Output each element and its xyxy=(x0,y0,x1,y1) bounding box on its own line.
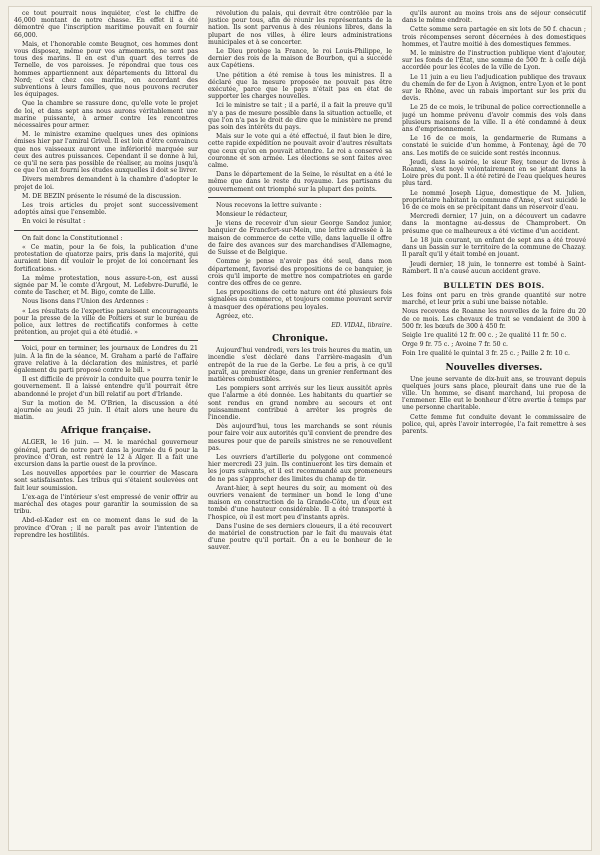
divider xyxy=(14,340,198,341)
paragraph: « Ce matin, pour la 6e fois, la publication d'une protestation de quatorze pairs, pris dans la majorité, qui auraient bien dit vouloir le projet de loi concernant les fortifications. » xyxy=(14,243,198,273)
paragraph: L'ex-aga de l'intérieur s'est empressé de venir offrir au maréchal des otages pour garantir la soumission de sa tribu. xyxy=(14,493,198,516)
paragraph: Aujourd'hui vendredi, vers les trois heures du matin, un incendie s'est déclaré dans l'arrière-magasin d'un entrepôt de la rue de la Gerbe. Le feu a pris, à ce qu'il paraît, au premier étage, dans un grenier renfermant des matières combustibles. xyxy=(208,347,392,383)
paragraph: M. le ministre examine quelques unes des opinions émises hier par l'amiral Grivel. Il est loin d'être convaincu que nos vaisseaux auront une infériorité marquée sur ceux des autres puissances. Cependant il se donne à lui, ce qu'il ne sera pas possible de réaliser, au moins jusqu'à ce que l'on ait fourni les études auxquelles il doit se livrer. xyxy=(14,131,198,175)
paragraph: ce tout pourrait nous inquiéter, c'est le chiffre de 46,000 montant de notre chasse. En effet il a été démontré que l'inscription maritime pouvait en fournir 66,000. xyxy=(14,10,198,39)
paragraph: Abd-el-Kader est en ce moment dans le sud de la province d'Oran ; il ne paraît pas avoir l'intention de reprendre les hostilités. xyxy=(14,517,198,539)
paragraph: Cette somme sera partagée en six lots de 50 f. chacun ; trois récompenses seront décernées à des domestiques hommes, et l'autre moitié à des domestiques femmes. xyxy=(402,26,586,48)
paragraph: Mais sur le vote qui a été effectué, il faut bien le dire, cette rapide expédition ne pouvait avoir d'autres résultats que ceux qu'on en pouvait attendre. Le roi a conservé sa couronne et son armée. Les élections se sont faites avec calme. xyxy=(208,133,392,170)
paragraph: révolution du palais, qui devrait être contrôlée par la justice pour tous, afin de réunir les représentants de la nation. Ils sont parvenus à des réunions libres, dans la plupart de nos villes, à élire leurs administrations municipales et à se concerter. xyxy=(208,10,392,46)
divider xyxy=(14,230,198,231)
signature: ED. VIDAL, libraire. xyxy=(331,321,392,329)
section-title-nouvelles: Nouvelles diverses. xyxy=(445,362,543,373)
market-bulletin xyxy=(402,292,586,358)
paragraph: Ici le ministre se tait ; il a parlé, il a fait la preuve qu'il n'y a pas de mesure possible dans la situation actuelle, et que l'on n'a pas le droit de dire que le ministère ne prend pas soin des intérêts du pays. xyxy=(208,102,392,132)
paragraph: Les ouvriers d'artillerie du polygone ont commencé hier mercredi 23 juin. Ils continueront les tirs demain et les jours suivants, et il est recommandé aux promeneurs de ne pas s'approcher des limites du champ de tir. xyxy=(208,453,392,483)
paragraph: En voici le résultat : xyxy=(22,218,86,226)
paragraph: Nous recevons la lettre suivante : xyxy=(216,201,322,209)
paragraph: Voici, pour en terminer, les journaux de Londres du 21 juin. À la fin de la séance, M. Graham a parlé de l'affaire grave relative à la déclaration des ministres, et parlé également du parti proposé contre le bill. » xyxy=(14,345,198,374)
paragraph: Cette femme fut conduite devant le commissaire de police, qui, après l'avoir interrogée, l'a fait remettre à ses parents. xyxy=(402,413,586,435)
paragraph: qu'ils auront au moins trois ans de séjour consécutif dans le même endroit. xyxy=(402,10,586,25)
paragraph: La même protestation, nous assure-t-on, est aussi signée par M. le comte d'Argout, M. Lefebvre-Duruflé, le comte de Tascher, et M. Bigo, comte de Lille. xyxy=(14,274,198,297)
paragraph: Seigle 1re qualité 12 fr. 00 c. ; 2e qualité 11 fr. 50 c. xyxy=(402,331,567,339)
paragraph: Avant-hier, à sept heures du soir, au moment où des ouvriers venaient de terminer un bond le long d'une maison en construction de la Grande-Côte, un d'eux est tombé d'une hauteur considérable. Il a été transporté à l'hospice, où il est mort peu d'instants après. xyxy=(208,484,392,521)
section-title-afrique: Afrique française. xyxy=(60,426,152,437)
paragraph: Divers membres demandent à la chambre d'adopter le projet de loi. xyxy=(14,176,198,191)
paragraph: Que la chambre se rassure donc, qu'elle vote le projet de loi, et dans sept ans nous aurons véritablement une marine puissante, à armer contre les rencontres nécessaires pour armer. xyxy=(14,100,198,130)
paragraph: Les foins ont paru en très grande quantité sur notre marché, et leur prix a subi une baisse notable. xyxy=(402,291,586,307)
paragraph: Une jeune servante de dix-huit ans, se trouvant depuis quelques jours sans place, pleurait dans une rue de la ville. Un homme, se disant marchand, lui proposa de l'emmener. Elle eut le bonheur d'être avertie à temps par une personne charitable. xyxy=(402,375,586,412)
paragraph: Nous recevons de Roanne les nouvelles de la foire du 20 de ce mois. Les chevaux de trait se vendaient de 300 à 500 fr. les bœufs de 300 à 450 fr. xyxy=(402,308,586,330)
paragraph: Jeudi, dans la soirée, le sieur Rey, teneur de livres à Roanne, s'est noyé volontairement en se jetant dans la Loire près du pont. Il a été retiré de l'eau quelques heures plus tard. xyxy=(402,158,586,188)
paragraph: Les trois articles du projet sont successivement adoptés ainsi que l'ensemble. xyxy=(14,202,198,217)
paragraph: Sur la motion de M. O'Brien, la discussion a été ajournée au jeudi 25 juin. Il était alors une heure du matin. xyxy=(14,399,198,422)
paragraph: Mais, et l'honorable comte Beugnot, ces hommes dont vous disposez, même pour vos armements, ne sont pas tous des marins. Il en est d'un quart des terres de Ternelle, de vos paroisses. Je répondrai que tous ces hommes appartiennent aux départements du littoral du Nord; c'est chez ces marins, en accordant des subventions à leurs familles, que nous pouvons recruter les équipages. xyxy=(14,40,198,99)
paragraph: Le 25 de ce mois, le tribunal de police correctionnelle a jugé un homme prévenu d'avoir commis des vols dans plusieurs maisons de la ville. Il a été condamné à deux ans d'emprisonnement. xyxy=(402,104,586,134)
paragraph: Dans l'usine de ses derniers cloueurs, il a été recouvert de matériel de construction par le fait du mauvais état d'une poutre qu'il portait. On a eu le bonheur de le sauver. xyxy=(208,522,392,552)
paragraph: Le Dieu protège la France, le roi Louis-Philippe, le dernier des rois de la maison de Bourbon, qui a succédé aux Capétiens. xyxy=(208,48,392,70)
paragraph: On fait donc la Constitutionnel : xyxy=(22,234,123,242)
paragraph: Jeudi dernier, 18 juin, le tonnerre est tombé à Saint-Rambert. Il n'a causé aucun accident grave. xyxy=(402,260,586,275)
paragraph: Le 16 de ce mois, la gendarmerie de Rumans a constaté le suicide d'un homme, à Fontenay, âgé de 70 ans. Les motifs de ce suicide sont restés inconnus. xyxy=(402,135,586,157)
column-middle xyxy=(208,10,392,847)
paragraph: Une pétition a été remise à tous les ministres. Il a déclaré que la mesure proposée ne pouvait pas être exécutée, parce que le pays n'était pas en état de supporter les charges nouvelles. xyxy=(208,71,392,101)
paragraph: Nous lisons dans l'Union des Ardennes : xyxy=(22,298,149,306)
paragraph: Le nommé Joseph Ligue, domestique de M. Julien, propriétaire habitant la commune d'Anse, s'est suicidé le 16 de ce mois en se précipitant dans un réservoir d'eau. xyxy=(402,189,586,212)
newspaper-page xyxy=(8,6,592,851)
paragraph: Il est difficile de prévoir la conduite que pourra tenir le gouvernement. Il a laissé entendre qu'il pourrait être abandonné le projet d'un bill relatif au port d'Irlande. xyxy=(14,376,198,398)
paragraph: ALGER, le 16 juin. — M. le maréchal gouverneur général, parti de notre part dans la journée du 6 pour la province d'Oran, est rentré le 12 à Alger. Il a fait une excursion dans la partie ouest de la province. xyxy=(14,439,198,468)
paragraph: M. DE BEZIN présente le résumé de la discussion. xyxy=(22,192,182,200)
paragraph: Dans le département de la Seine, le résultat en a été le même que dans le reste du royaume. Les partisans du gouvernement ont triomphé sur la plupart des points. xyxy=(208,171,392,193)
paragraph: Agréez, etc. xyxy=(216,312,254,320)
divider xyxy=(208,197,392,198)
paragraph: Orge 9 fr. 75 c. ; Avoine 7 fr. 50 c. xyxy=(402,341,509,349)
paragraph: Je viens de recevoir d'un sieur George Sandoz junior, banquier de Francfort-sur-Mein, une lettre adressée à la maison de commerce de cette ville, dans laquelle il offre de faire des avances sur des marchandises d'Allemagne, de Suisse et de Belgique. xyxy=(208,220,392,257)
paragraph: Le 11 juin a eu lieu l'adjudication publique des travaux du chemin de fer de Lyon à Avignon, entre Lyon et le pont sur le Rhône, avec un rabais important sur les prix du devis. xyxy=(402,73,586,103)
paragraph: Mercredi dernier, 17 juin, on a découvert un cadavre dans la montagne au-dessus de Champrobert. On présume que ce malheureux a été victime d'un accident. xyxy=(402,213,586,235)
paragraph: Foin 1re qualité le quintal 3 fr. 25 c. ; Paille 2 fr. 10 c. xyxy=(402,350,570,358)
section-title-chronique: Chronique. xyxy=(271,334,329,345)
section-title-bulletin: BULLETIN DES BOIS. xyxy=(443,280,545,290)
paragraph: Les propositions de cette nature ont été plusieurs fois signalées au commerce, et toujours comme pouvant servir à masquer des opérations peu loyales. xyxy=(208,289,392,311)
paragraph: Comme je pense n'avoir pas été seul, dans mon département, favorisé des propositions de ce banquier, je crois qu'il importe de mettre nos compatriotes en garde contre des offres de ce genre. xyxy=(208,258,392,287)
paragraph: Monsieur le rédacteur, xyxy=(216,211,288,219)
paragraph: Le 18 juin courant, un enfant de sept ans a été trouvé dans un bassin sur le territoire de la commune de Chazay. Il paraît qu'il y était tombé en jouant. xyxy=(402,236,586,259)
paragraph: Dès aujourd'hui, tous les marchands se sont réunis pour faire voir aux autorités qu'il convient de prendre des mesures pour que de pareils sinistres ne se renouvellent pas. xyxy=(208,423,392,452)
column-right xyxy=(402,10,586,847)
paragraph: « Les résultats de l'expertise paraissent encourageants pour la presse de la ville de Poitiers et sur le bureau de police, aux lettres de rectificatifs conformes à cette prétention, au projet qui a été étudié. » xyxy=(14,307,198,337)
paragraph: Les pompiers sont arrivés sur les lieux aussitôt après que l'alarme a été donnée. Les habitants du quartier se sont rendus en grand nombre au secours et ont puissamment contribué à arrêter les progrès de l'incendie. xyxy=(208,385,392,421)
paragraph: Les nouvelles apportées par le courrier de Mascara sont satisfaisantes. Les tribus qui s'étaient soulevées ont fait leur soumission. xyxy=(14,470,198,492)
column-left xyxy=(14,10,198,847)
paragraph: M. le ministre de l'instruction publique vient d'ajouter, sur les fonds de l'État, une somme de 500 fr. à celle déjà accordée pour les écoles de la ville de Lyon. xyxy=(402,50,586,72)
